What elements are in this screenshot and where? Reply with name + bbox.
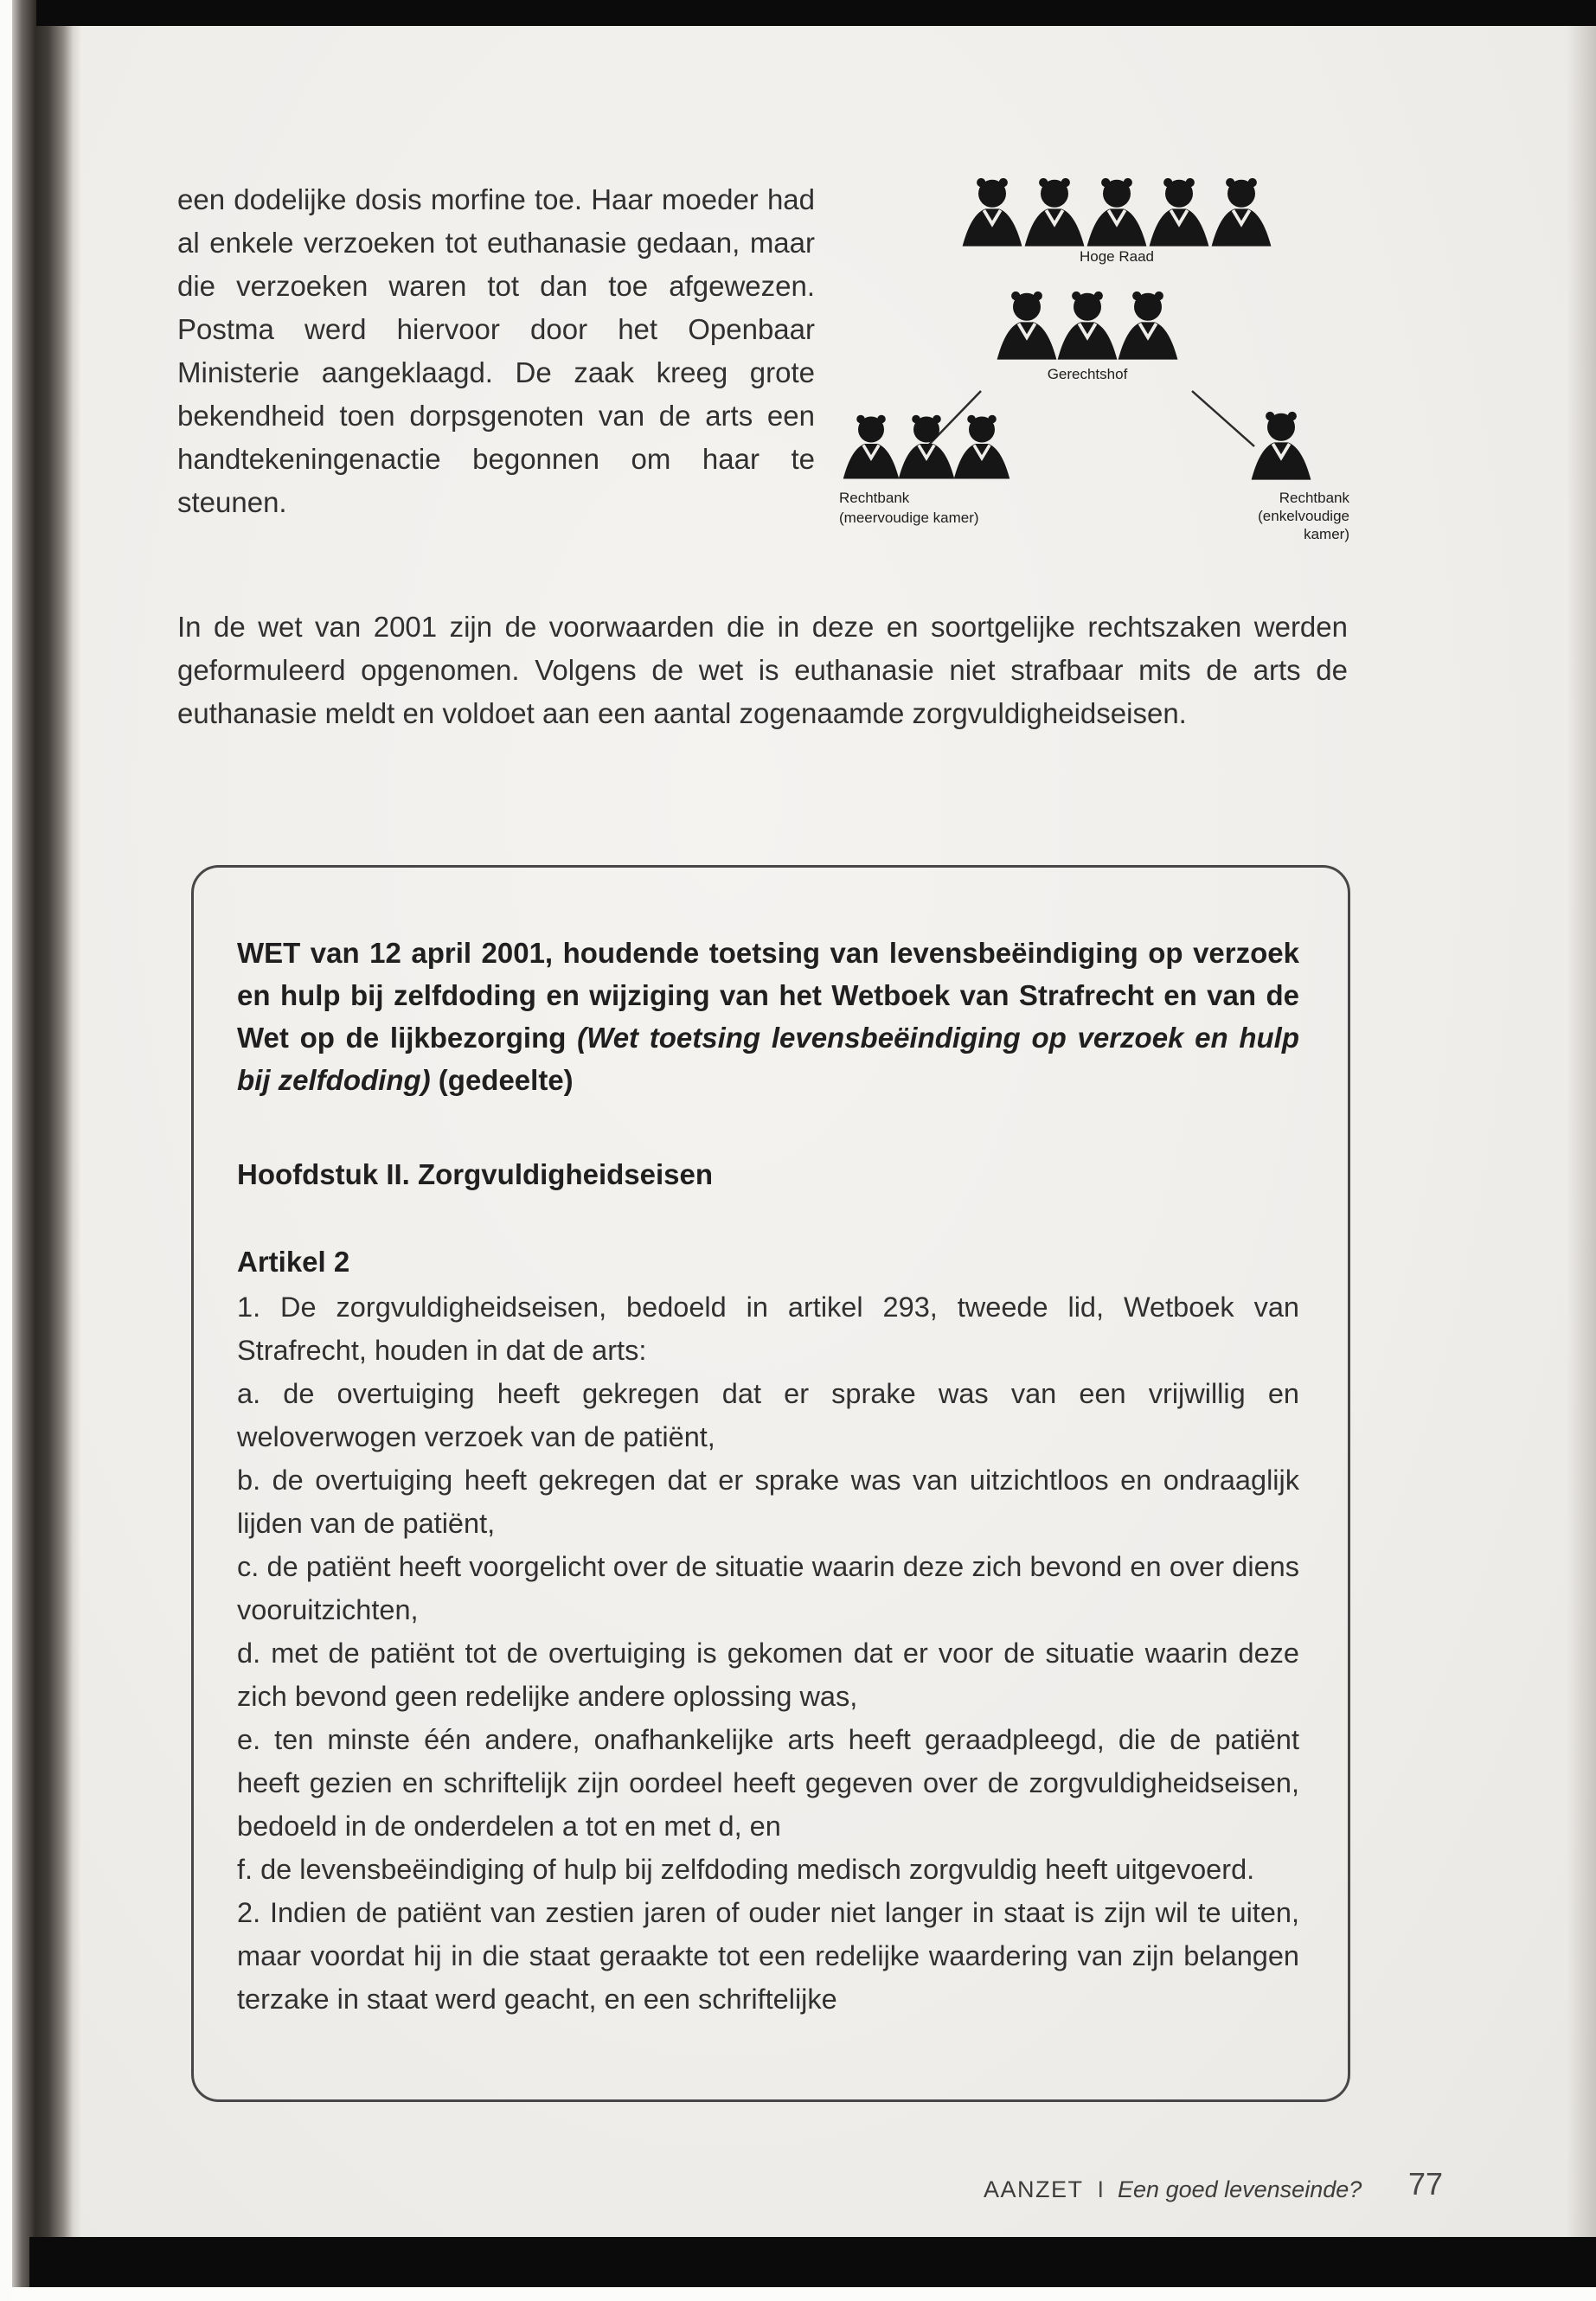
law-title-italic: (Wet toetsing levensbeëindiging op verzoek en hulp bij zelfdoding) [237,1022,1300,1096]
person-icon [1025,178,1085,247]
gerechtshof-figures [997,292,1178,360]
article-item-2: 2. Indien de patiënt van zestien jaren of ouder niet langer in staat is zijn wil te uiten, maar voordat hij in die staat geraakte tot een redelijke waardering van zijn belangen terzake in staat werd geacht, en een schriftelijke [237,1897,1299,2015]
person-icon [1118,292,1178,360]
person-icon [1212,178,1272,247]
footer-series: AANZET [984,2176,1084,2202]
article-item-a: a. de overtuiging heeft gekregen dat er sprake was van een vrijwillig en weloverwogen verzoek van de patiënt, [237,1378,1299,1452]
person-icon [1087,178,1147,247]
article-item-1: 1. De zorgvuldigheidseisen, bedoeld in artikel 293, tweede lid, Wetboek van Strafrecht, houden in dat de arts: [237,1292,1299,1366]
law-excerpt-content [194,868,1348,2021]
rechtbank-enkelvoudig-label-line1: Rechtbank [1279,490,1349,506]
article-item-c: c. de patiënt heeft voorgelicht over de situatie waarin deze zich bevond en over diens vooruitzichten, [237,1551,1299,1625]
rechtbank-enkelvoudig-label-line3: kamer) [1304,526,1349,542]
connector-line-right [1192,391,1254,446]
scan-edge-bottom-strip [0,2287,1596,2301]
hoge-raad-figures [963,178,1272,247]
court-hierarchy-svg [820,161,1374,569]
page-number: 77 [1408,2166,1444,2202]
scan-edge-top [36,0,1596,26]
person-icon [843,415,900,479]
law-title-main: WET van 12 april 2001, houdende toetsing van levensbeëindiging op verzoek en hulp bij zelfdoding en wijziging van het Wetboek van Strafrecht en van de Wet op de lijkbezorging [237,937,1299,1054]
scan-edge-bottom [29,2237,1596,2287]
law-excerpt-box [191,865,1350,2102]
rechtbank-meervoudig-figures [843,415,1010,479]
person-icon [954,415,1010,479]
scan-edge-left-strip [0,0,12,2301]
footer-separator: I [1097,2176,1105,2202]
rechtbank-meervoudig-label-line1: Rechtbank [839,490,910,506]
article-item-f: f. de levensbeëindiging of hulp bij zelfdoding medisch zorgvuldig heeft uitgevoerd. [237,1854,1255,1885]
article-item-b: b. de overtuiging heeft gekregen dat er sprake was van uitzichtloos en ondraaglijk lijden van de patiënt, [237,1465,1299,1539]
chapter-heading: Hoofdstuk II. Zorgvuldigheidseisen [237,1158,714,1190]
gerechtshof-label: Gerechtshof [1047,366,1128,382]
person-icon [899,415,955,479]
person-icon [1058,292,1118,360]
footer-book-title: Een goed levenseinde? [1118,2176,1362,2202]
book-binding-shadow [12,0,81,2287]
intro-paragraph-full: In de wet van 2001 zijn de voorwaarden die in deze en soortgelijke rechtszaken werden geformuleerd opgenomen. Volgens de wet is euthanasie niet strafbaar mits de arts de euthanasie meldt en voldoet aan een aantal zogenaamde zorgvuldigheidseisen. [177,611,1348,729]
law-title-suffix: (gedeelte) [430,1064,574,1096]
court-hierarchy-diagram [820,161,1374,569]
article-items [237,1285,1299,2021]
person-icon [1252,412,1311,480]
running-footer [984,2176,1362,2203]
article-item-d: d. met de patiënt tot de overtuiging is gekomen dat er voor de situatie waarin deze zich bevond geen redelijke andere oplossing was, [237,1638,1299,1712]
article-heading: Artikel 2 [237,1246,350,1278]
article-item-e: e. ten minste één andere, onafhankelijke arts heeft geraadpleegd, die de patiënt heeft gezien en schriftelijk zijn oordeel heeft gegeven over de zorgvuldigheidseisen, bedoeld in de onderdelen a tot en met d, en [237,1724,1299,1842]
rechtbank-meervoudig-label-line2: (meervoudige kamer) [839,510,979,526]
page-right-shadow [1567,26,1596,2237]
person-icon [1150,178,1209,247]
person-icon [963,178,1022,247]
law-title [237,932,1299,1101]
rechtbank-enkelvoudig-label-line2: (enkelvoudige [1258,508,1349,524]
person-icon [997,292,1057,360]
intro-paragraph-left: een dodelijke dosis morfine toe. Haar moeder had al enkele verzoeken tot euthanasie gedaan, maar die verzoeken waren tot dan toe afgewezen. Postma werd hiervoor door het Openbaar Ministerie aangeklaagd. De zaak kreeg grote bekendheid toen dorpsgenoten van de arts een handtekeningenactie begonnen om haar te steunen. [177,183,815,518]
rechtbank-enkelvoudig-figures [1252,412,1311,480]
hoge-raad-label: Hoge Raad [1079,248,1155,265]
